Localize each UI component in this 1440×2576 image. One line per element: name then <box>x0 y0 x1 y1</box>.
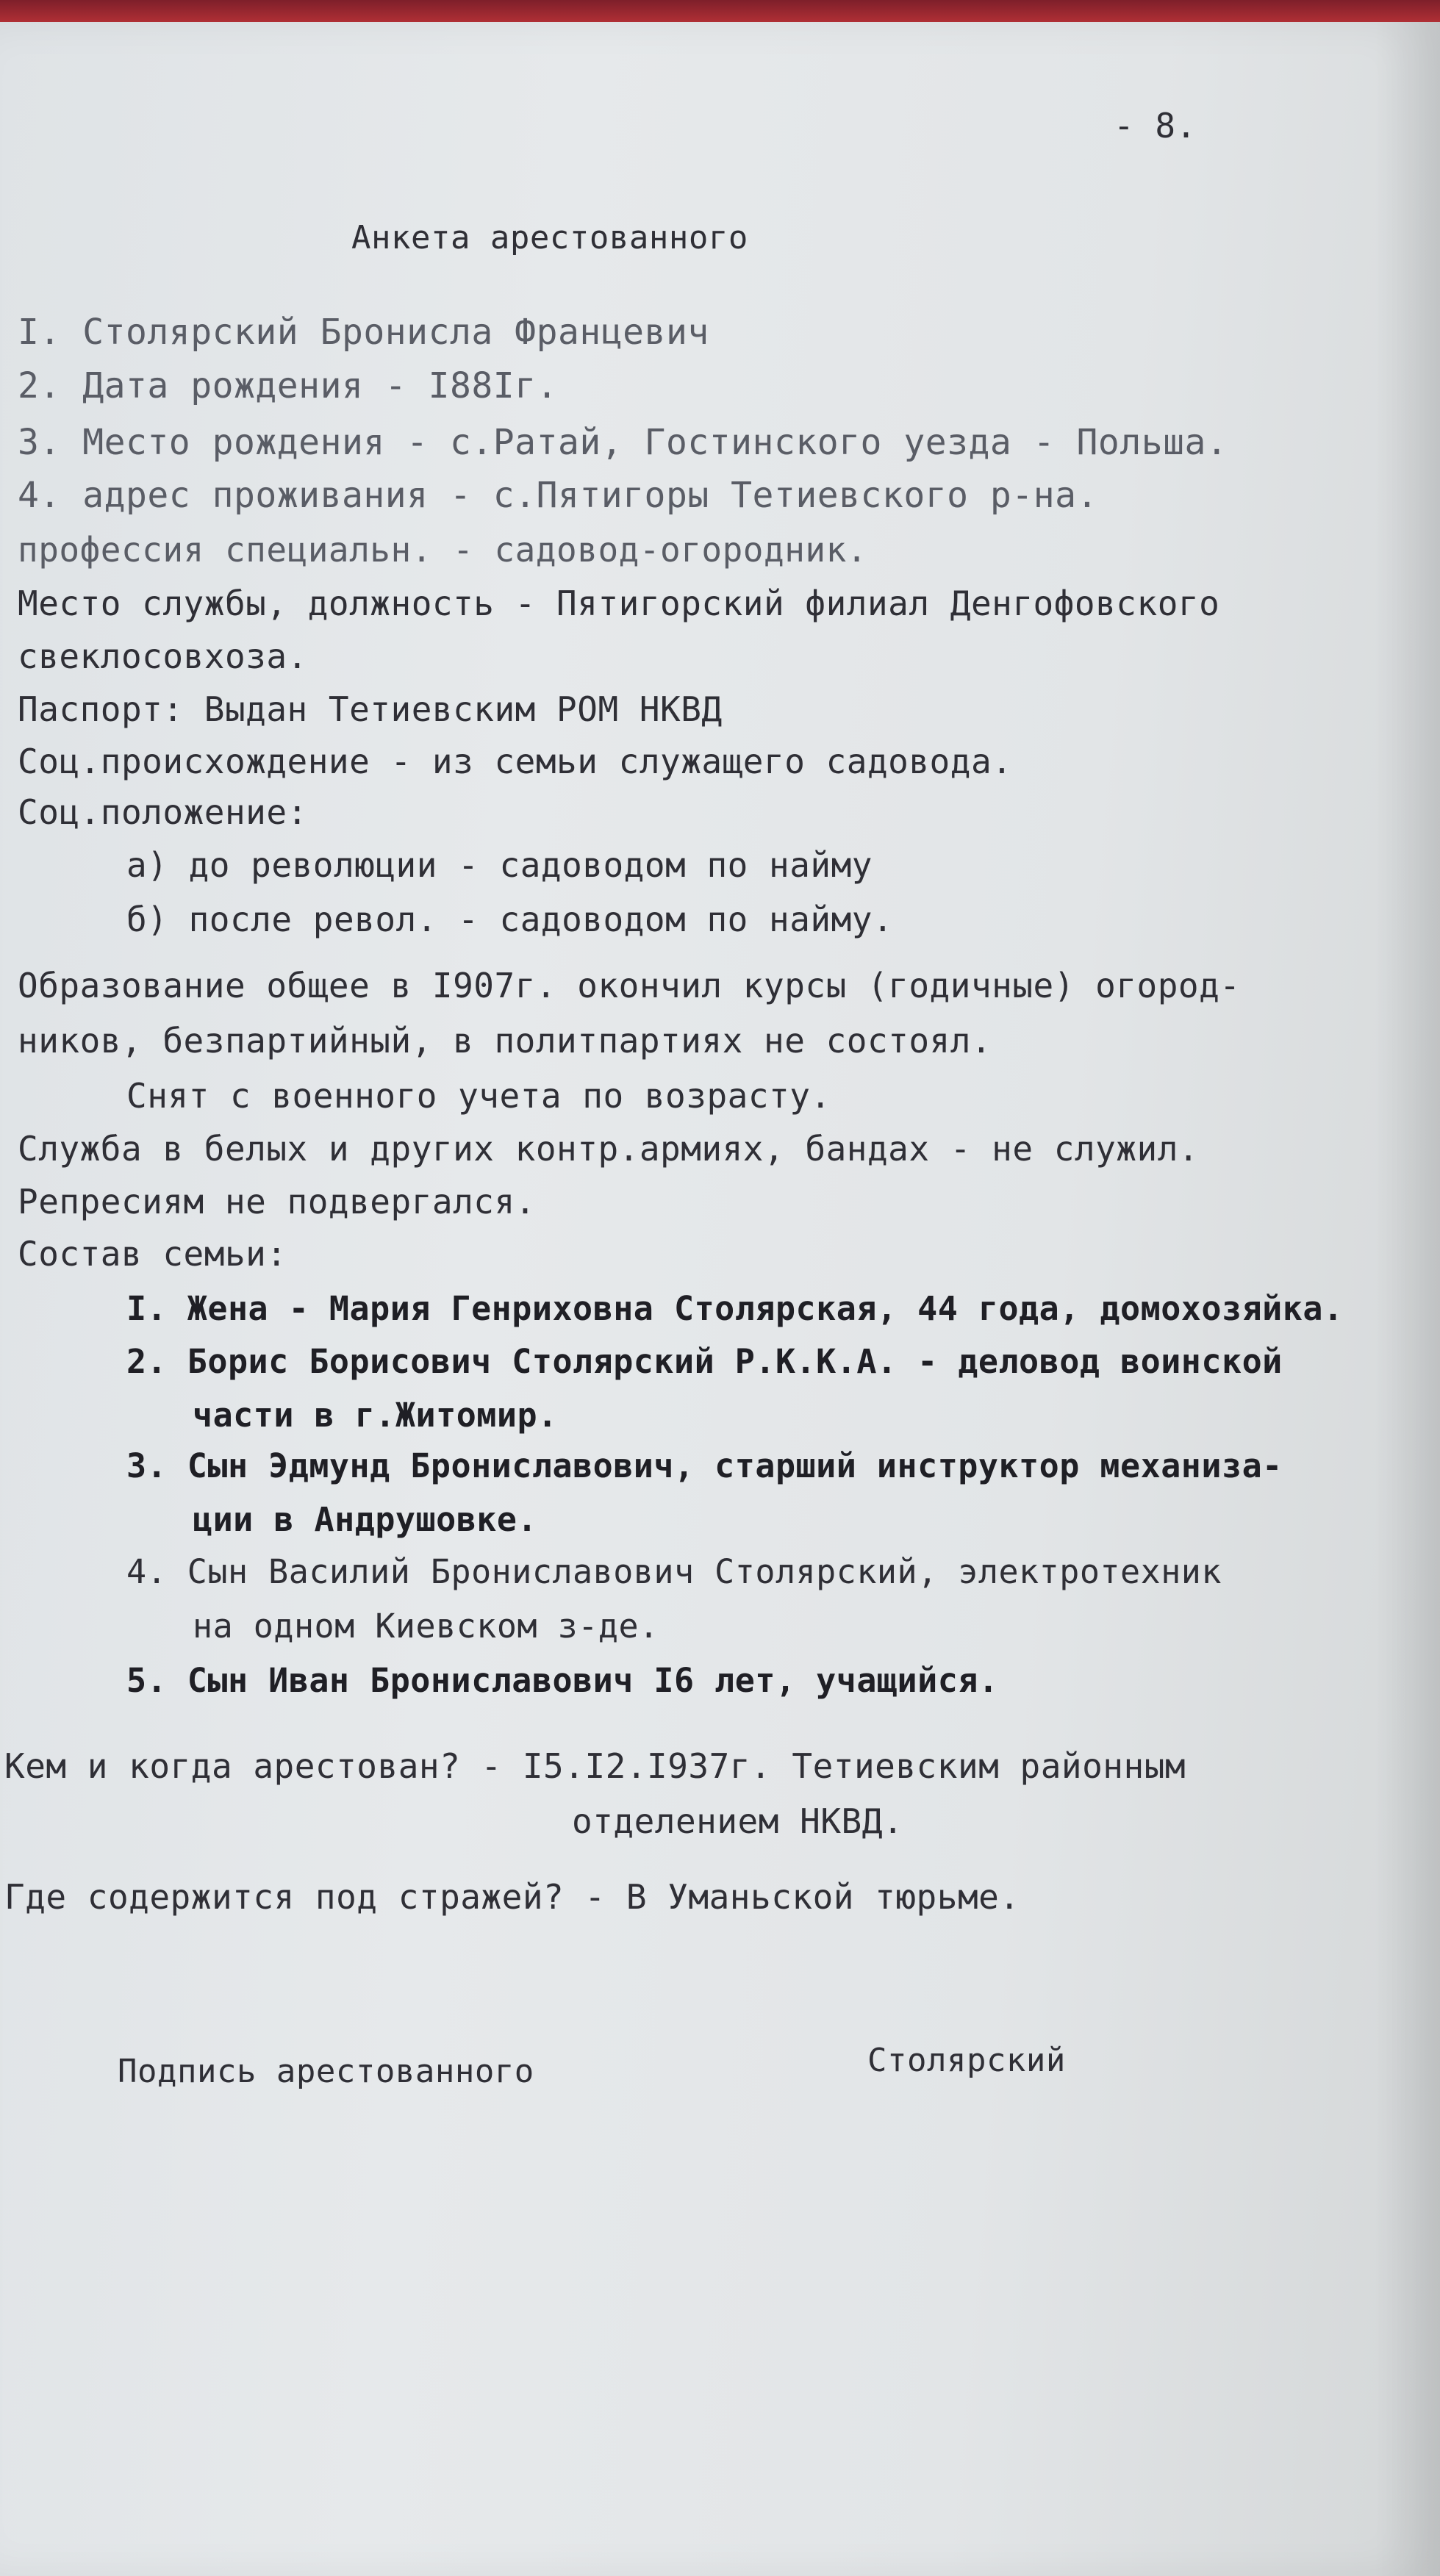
family-item-2-cont: части в г.Житомир. <box>193 1396 558 1435</box>
line-arrest-cont: отделением НКВД. <box>572 1801 904 1841</box>
family-item-4: 4. Сын Василий Брониславович Столярский, электротехник <box>126 1552 1222 1591</box>
family-item-5: 5. Сын Иван Брониславович I6 лет, учащийся. <box>126 1661 999 1700</box>
line-arrest: Кем и когда арестован? - I5.I2.I937г. Тетиевским районным <box>4 1746 1186 1786</box>
family-item-3-cont: ции в Андрушовке. <box>193 1500 538 1539</box>
family-item-3: 3. Сын Эдмунд Брониславович, старший инструктор механиза- <box>126 1446 1283 1485</box>
line-family-heading: Состав семьи: <box>18 1234 287 1274</box>
line-social-origin: Соц.происхождение - из семьи служащего садовода. <box>18 742 1013 781</box>
line-education: Образование общее в I907г. окончил курсы (годичные) огород- <box>18 966 1241 1005</box>
line-workplace: Место службы, должность - Пятигорский филиал Денгофовского <box>18 584 1220 623</box>
line-repressions: Репресиям не подвергался. <box>18 1182 536 1221</box>
family-item-4-cont: на одном Киевском з-де. <box>193 1607 659 1646</box>
line-address: 4. адрес проживания - с.Пятигоры Тетиевского р-на. <box>18 475 1098 516</box>
line-passport: Паспорт: Выдан Тетиевским РОМ НКВД <box>18 689 723 729</box>
document-title: Анкета арестованного <box>351 219 748 256</box>
signature-name: Столярский <box>867 2042 1066 2079</box>
line-social-status: Соц.положение: <box>18 792 308 832</box>
line-birth-place: 3. Место рождения - с.Ратай, Гостинского уезда - Польша. <box>18 422 1228 463</box>
line-name: I. Столярский Бронисла Францевич <box>18 312 709 353</box>
line-military-record: Снят с военного учета по возрасту. <box>126 1076 831 1116</box>
family-item-1: I. Жена - Мария Генриховна Столярская, 44 года, домохозяйка. <box>126 1289 1344 1328</box>
line-birth-date: 2. Дата рождения - I88Iг. <box>18 365 558 406</box>
line-education-cont: ников, безпартийный, в политпартиях не состоял. <box>18 1021 992 1061</box>
line-status-before: а) до революции - садоводом по найму <box>126 845 873 885</box>
family-item-2: 2. Борис Борисович Столярский Р.К.К.А. - деловод воинской <box>126 1342 1283 1381</box>
line-custody: Где содержится под стражей? - В Уманьской тюрьме. <box>4 1877 1020 1917</box>
line-status-after: б) после револ. - садоводом по найму. <box>126 900 894 939</box>
page-number: - 8. <box>1114 106 1197 146</box>
signature-label: Подпись арестованного <box>118 2053 534 2090</box>
line-service: Служба в белых и других контр.армиях, бандах - не служил. <box>18 1129 1200 1169</box>
line-profession: профессия специальн. - садовод-огородник. <box>18 530 867 570</box>
line-workplace-cont: свеклосовхоза. <box>18 636 308 676</box>
